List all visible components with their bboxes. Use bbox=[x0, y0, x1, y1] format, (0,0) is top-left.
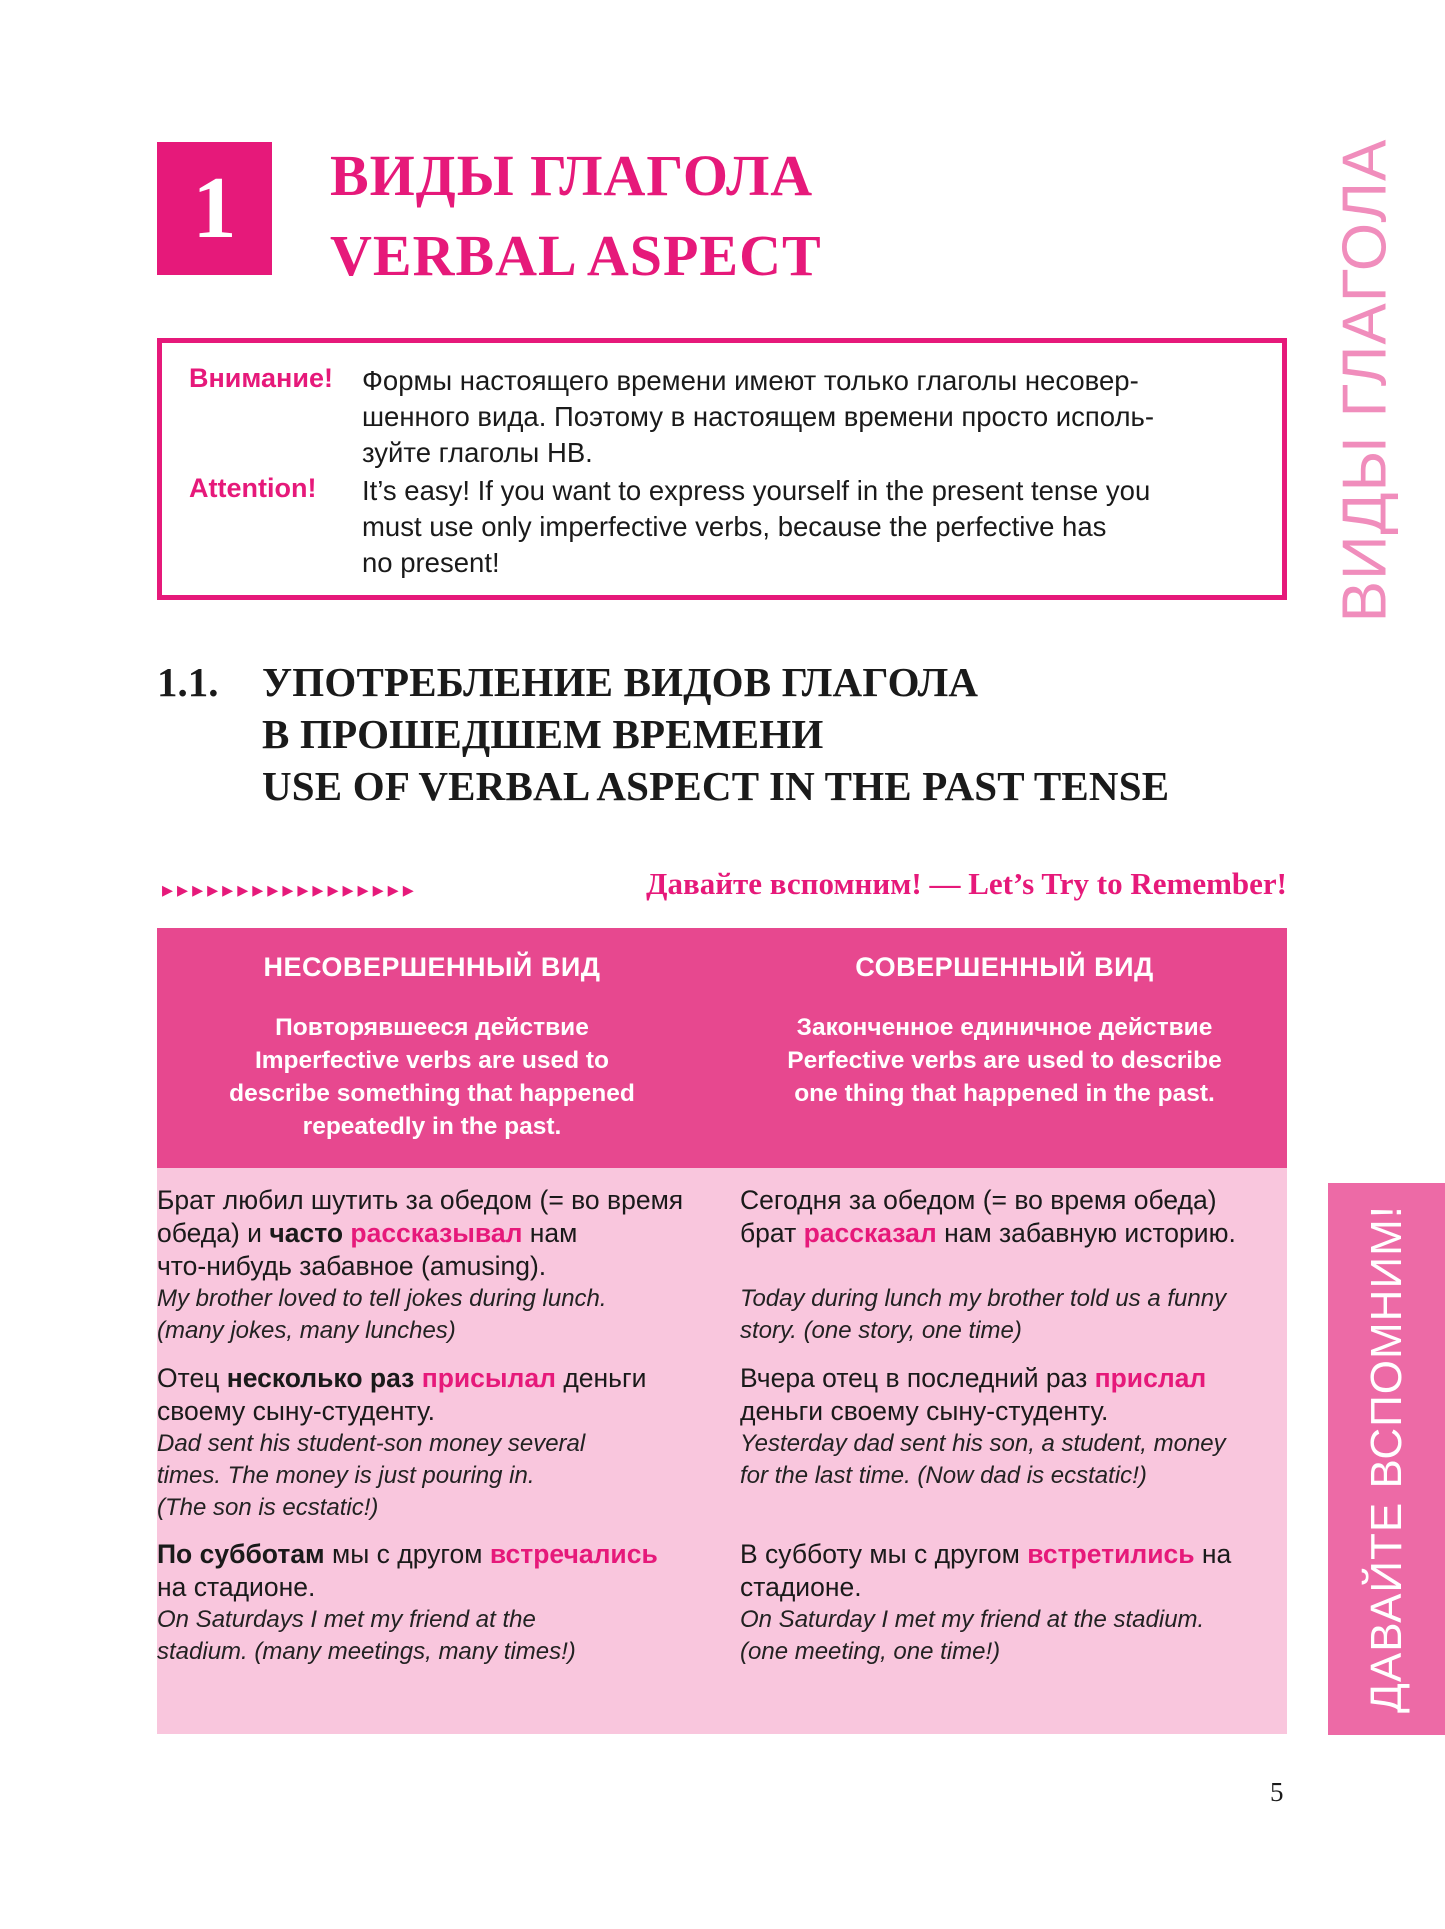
example-text-part: брат bbox=[740, 1218, 804, 1248]
example-marker: часто bbox=[269, 1218, 344, 1248]
example-text bbox=[740, 1217, 1285, 1250]
arrow-decoration: ▸▸▸▸▸▸▸▸▸▸▸▸▸▸▸▸▸ bbox=[162, 877, 418, 902]
imperfective-subtitle-ru: Повторявшееся действие bbox=[275, 1014, 589, 1041]
example-text: деньги своему сыну-студенту. bbox=[740, 1396, 1109, 1426]
perfective-title: СОВЕРШЕННЫЙ ВИД bbox=[855, 952, 1154, 982]
example-perfective-3 bbox=[740, 1538, 1285, 1668]
attention-text-ru-line: зуйте глаголы НВ. bbox=[362, 437, 593, 468]
example-text bbox=[740, 1362, 1285, 1395]
imperfective-header bbox=[157, 952, 707, 1143]
perfective-subtitle-ru: Законченное единичное действие bbox=[796, 1014, 1213, 1041]
example-translation: My brother loved to tell jokes during lunch. bbox=[157, 1285, 607, 1312]
example-text bbox=[157, 1217, 717, 1250]
example-text bbox=[157, 1538, 717, 1571]
example-marker: По субботам bbox=[157, 1539, 325, 1569]
attention-text-ru-line: Формы настоящего времени имеют только глаголы несовер- bbox=[362, 365, 1139, 396]
example-text-part: мы с другом bbox=[324, 1539, 490, 1569]
table-header bbox=[157, 928, 1287, 1168]
example-translation: (The son is ecstatic!) bbox=[157, 1494, 379, 1521]
section-title-line: УПОТРЕБЛЕНИЕ ВИДОВ ГЛАГОЛА bbox=[262, 659, 979, 705]
attention-box bbox=[157, 338, 1287, 600]
example-translation: On Saturdays I met my friend at the bbox=[157, 1606, 536, 1633]
example-verb: встречались bbox=[489, 1539, 658, 1569]
chapter-title-en: VERBAL ASPECT bbox=[330, 223, 822, 288]
example-perfective-1 bbox=[740, 1184, 1285, 1347]
example-translation: for the last time. (Now dad is ecstatic!) bbox=[740, 1462, 1147, 1489]
example-text: на стадионе. bbox=[157, 1572, 316, 1602]
example-verb: рассказал bbox=[803, 1218, 937, 1248]
example-imperfective-1 bbox=[157, 1184, 717, 1347]
example-translation: times. The money is just pouring in. bbox=[157, 1462, 535, 1489]
page-number: 5 bbox=[1270, 1777, 1284, 1807]
example-text-part: деньги bbox=[555, 1363, 647, 1393]
attention-text-en-line: no present! bbox=[362, 547, 500, 578]
side-running-title bbox=[1320, 135, 1410, 625]
chapter-title-ru: ВИДЫ ГЛАГОЛА bbox=[330, 143, 814, 208]
attention-text-ru bbox=[362, 363, 1242, 471]
example-translation: (many jokes, many lunches) bbox=[157, 1317, 456, 1344]
side-tab-remember bbox=[1328, 1183, 1445, 1735]
attention-text-ru-line: шенного вида. Поэтому в настоящем времени просто исполь- bbox=[362, 401, 1155, 432]
example-text: Сегодня за обедом (= во время обеда) bbox=[740, 1185, 1217, 1215]
table-body bbox=[157, 1168, 1287, 1734]
example-translation: On Saturday I met my friend at the stadium. bbox=[740, 1606, 1205, 1633]
example-verb: присылал bbox=[421, 1363, 556, 1393]
example-marker: несколько раз bbox=[226, 1363, 415, 1393]
example-translation: stadium. (many meetings, many times!) bbox=[157, 1638, 576, 1665]
attention-text-en-line: It’s easy! If you want to express yourself in the present tense you bbox=[362, 475, 1151, 506]
chapter-number-box: 1 bbox=[157, 142, 272, 275]
example-text-part: нам забавную историю. bbox=[936, 1218, 1236, 1248]
imperfective-subtitle-en: describe something that happened bbox=[229, 1080, 635, 1107]
example-text-part: обеда) и bbox=[157, 1218, 270, 1248]
example-text bbox=[157, 1362, 717, 1395]
example-imperfective-3 bbox=[157, 1538, 717, 1668]
section-title-line: В ПРОШЕДШЕМ ВРЕМЕНИ bbox=[262, 711, 824, 757]
example-text-part: Вчера отец в последний раз bbox=[740, 1363, 1095, 1393]
section-title-line: USE OF VERBAL ASPECT IN THE PAST TENSE bbox=[262, 763, 1170, 809]
example-translation: story. (one story, one time) bbox=[740, 1317, 1022, 1344]
example-verb: прислал bbox=[1094, 1363, 1207, 1393]
example-text: что-нибудь забавное (amusing). bbox=[157, 1251, 547, 1281]
imperfective-subtitle-en: Imperfective verbs are used to bbox=[254, 1047, 610, 1074]
side-tab-label: ДАВАЙТЕ ВСПОМНИМ! bbox=[1361, 1205, 1411, 1713]
imperfective-title: НЕСОВЕРШЕННЫЙ ВИД bbox=[263, 952, 601, 982]
example-perfective-2 bbox=[740, 1362, 1285, 1492]
perfective-subtitle-en: one thing that happened in the past. bbox=[794, 1080, 1215, 1107]
example-text-part: В субботу мы с другом bbox=[740, 1539, 1028, 1569]
example-text-part: нам bbox=[522, 1218, 578, 1248]
attention-text-en-line: must use only imperfective verbs, because the perfective has bbox=[362, 511, 1107, 542]
perfective-header bbox=[722, 952, 1287, 1110]
example-translation: Today during lunch my brother told us a funny bbox=[740, 1285, 1227, 1312]
section-number: 1.1. bbox=[157, 659, 219, 705]
example-text-part bbox=[414, 1363, 421, 1393]
attention-label-ru: Внимание! bbox=[189, 363, 333, 393]
remember-title: Давайте вспомним! — Let’s Try to Remember! bbox=[646, 866, 1287, 901]
example-translation: (one meeting, one time!) bbox=[740, 1638, 1001, 1665]
example-text bbox=[740, 1538, 1285, 1571]
example-translation: Yesterday dad sent his son, a student, money bbox=[740, 1430, 1226, 1457]
example-verb: рассказывал bbox=[350, 1218, 523, 1248]
example-text: своему сыну-студенту. bbox=[157, 1396, 435, 1426]
example-imperfective-2 bbox=[157, 1362, 717, 1524]
example-text: Брат любил шутить за обедом (= во время bbox=[157, 1185, 684, 1215]
example-text-part: на bbox=[1194, 1539, 1232, 1569]
attention-text-en bbox=[362, 473, 1242, 581]
example-translation: Dad sent his student-son money several bbox=[157, 1430, 586, 1457]
perfective-subtitle-en: Perfective verbs are used to describe bbox=[787, 1047, 1222, 1074]
imperfective-subtitle-en: repeatedly in the past. bbox=[302, 1113, 562, 1140]
attention-label-en: Attention! bbox=[189, 473, 317, 503]
example-verb: встретились bbox=[1027, 1539, 1195, 1569]
example-text-part: Отец bbox=[157, 1363, 227, 1393]
side-running-title-text: ВИДЫ ГЛАГОЛА bbox=[1330, 138, 1400, 622]
example-text: стадионе. bbox=[740, 1572, 862, 1602]
